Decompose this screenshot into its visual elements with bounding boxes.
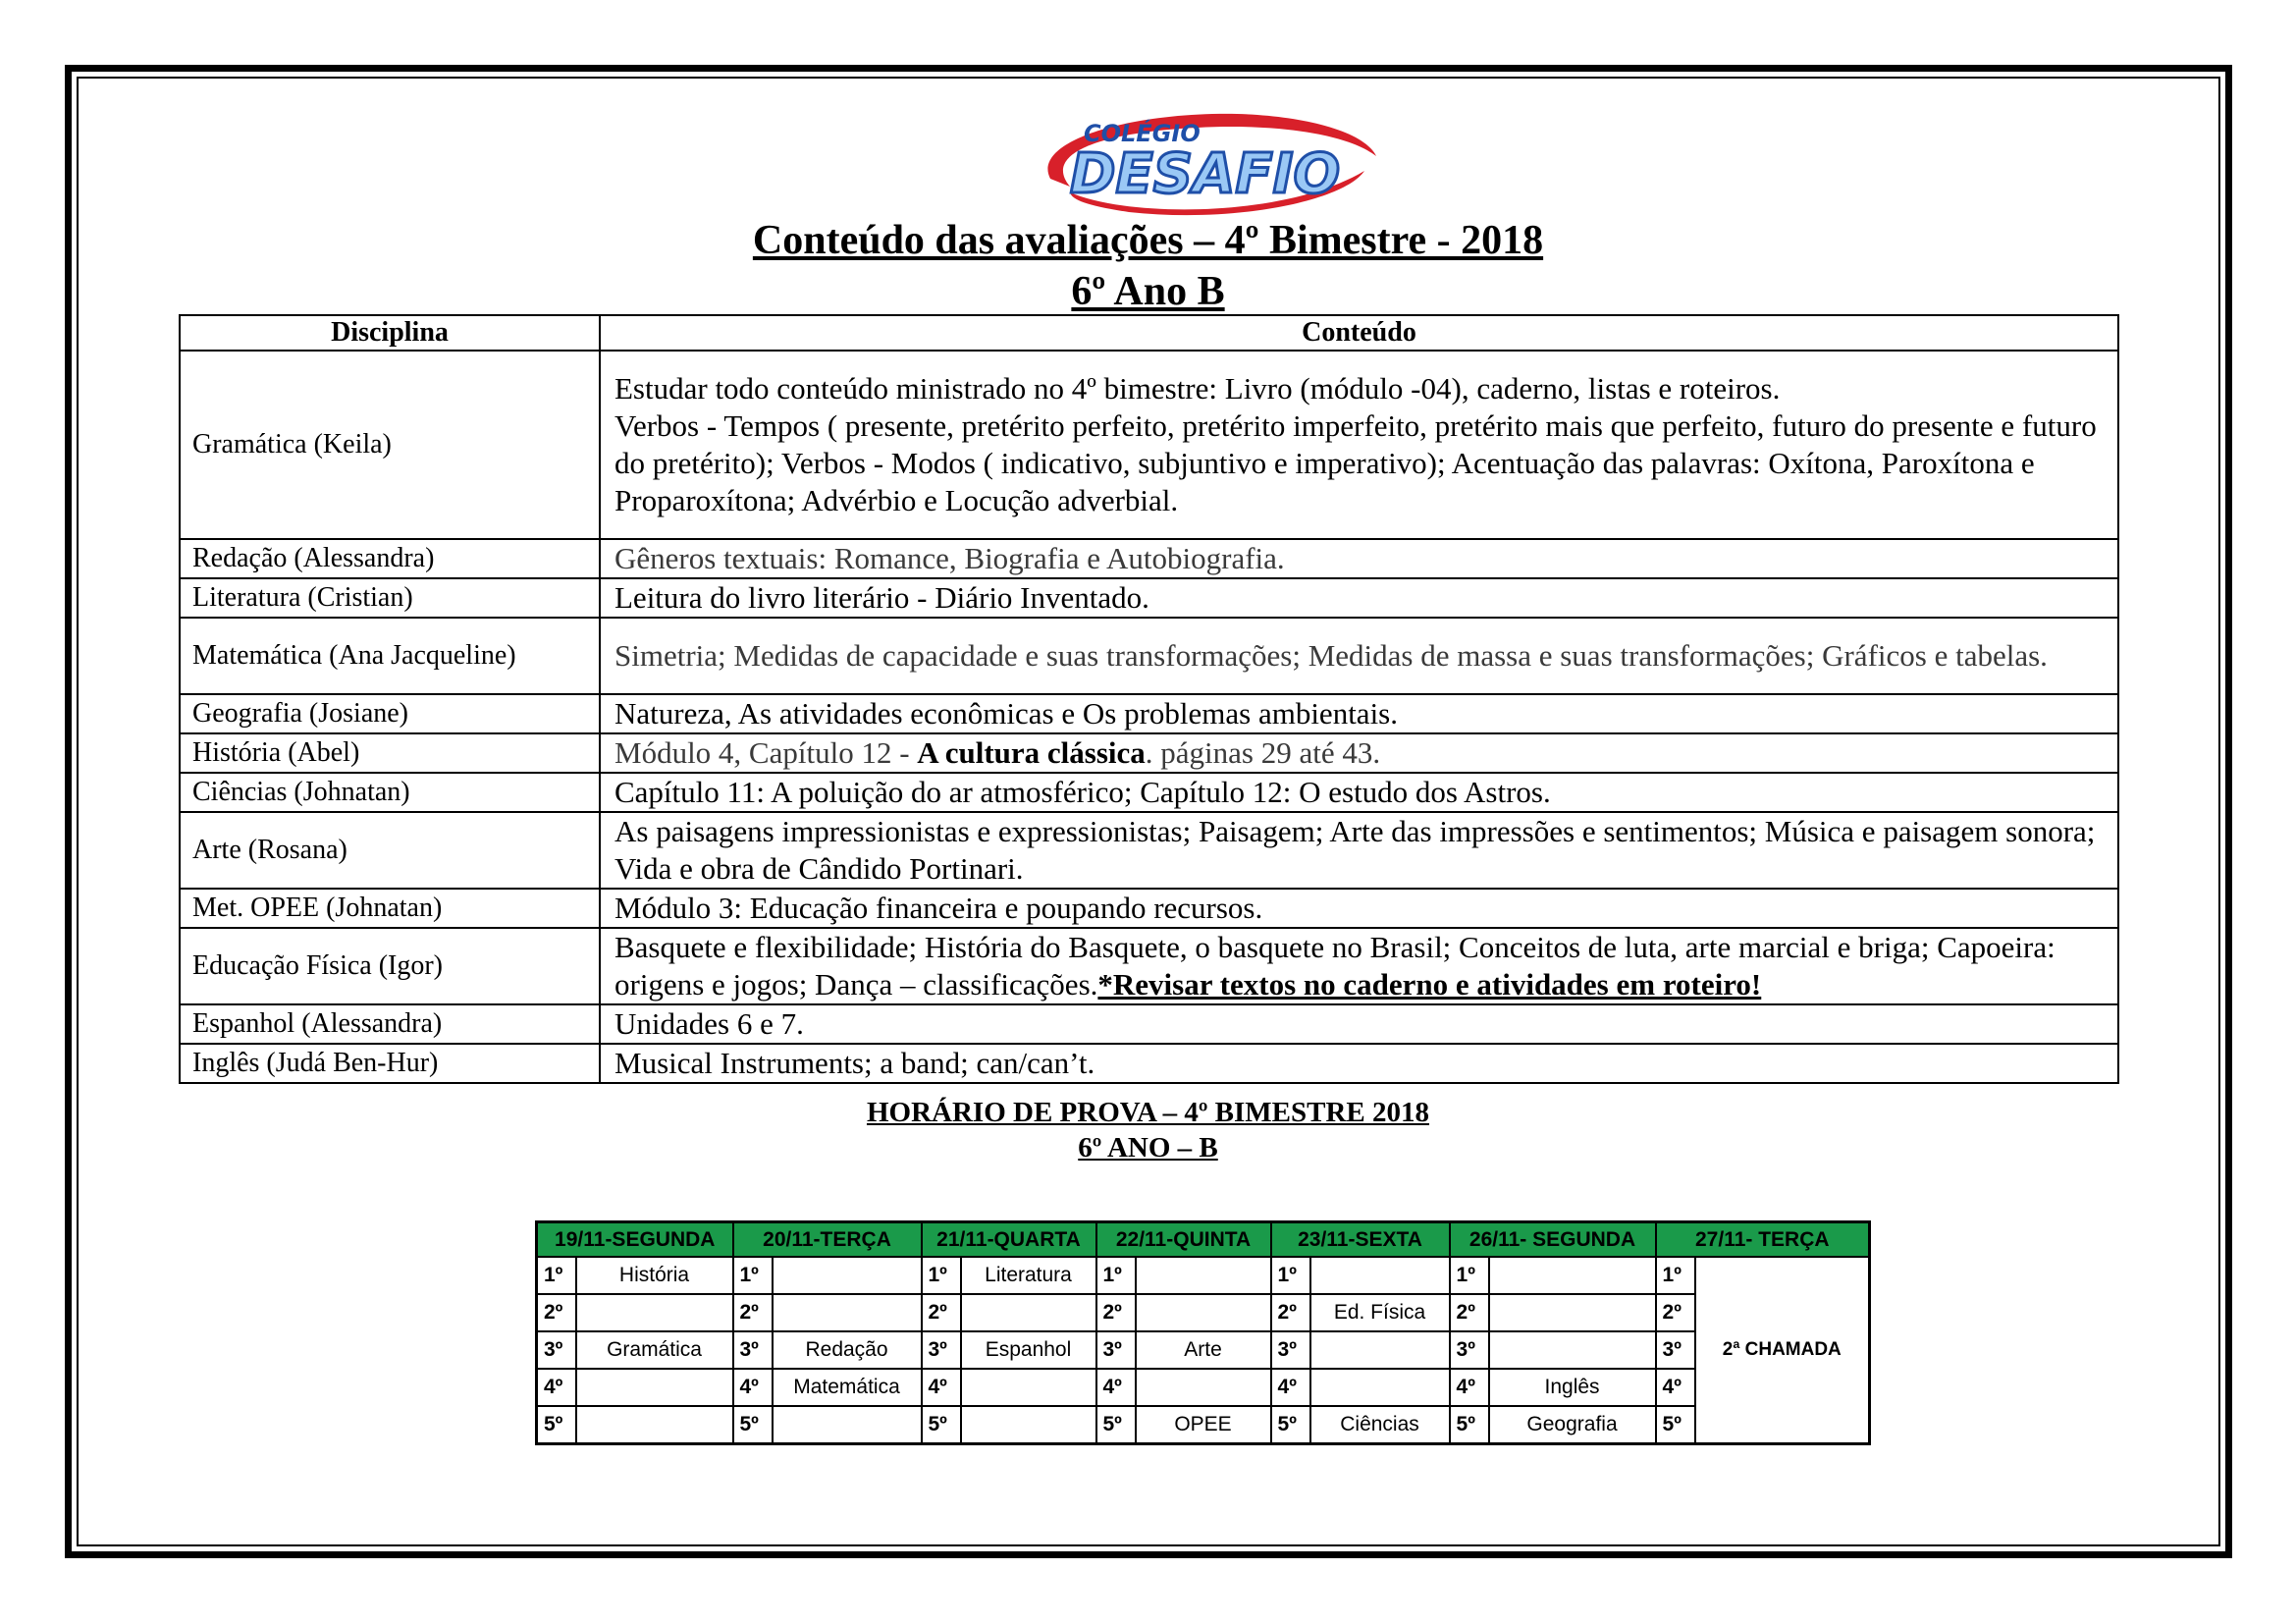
- content-text: . páginas 29 até 43.: [1145, 735, 1381, 770]
- period-number: 5º: [1096, 1406, 1136, 1444]
- period-number: 1º: [1271, 1257, 1310, 1294]
- period-number: 4º: [1271, 1369, 1310, 1406]
- subject-cell: Literatura (Cristian): [180, 578, 600, 618]
- subject-cell: Espanhol (Alessandra): [180, 1004, 600, 1044]
- exam-subject-cell: Inglês: [1489, 1369, 1656, 1406]
- day-header: 21/11-QUARTA: [922, 1222, 1096, 1258]
- period-number: 5º: [1450, 1406, 1489, 1444]
- exam-subject-cell: Gramática: [576, 1331, 733, 1369]
- period-number: 3º: [733, 1331, 773, 1369]
- content-underlined-text: *Revisar textos no caderno e atividades em roteiro!: [1097, 967, 1762, 1001]
- schedule-body: [537, 1222, 1870, 1444]
- content-cell: Gêneros textuais: Romance, Biografia e Autobiografia.: [600, 539, 2118, 578]
- table-row: [180, 351, 2118, 539]
- schedule-subtitle: 6º ANO – B: [1078, 1132, 1218, 1164]
- exam-subject-cell: [1136, 1369, 1271, 1406]
- content-text: Módulo 4, Capítulo 12 -: [614, 735, 918, 770]
- schedule-header-row: [537, 1222, 1870, 1258]
- table-row: [180, 928, 2118, 1004]
- document-title: Conteúdo das avaliações – 4º Bimestre - 2018: [752, 218, 1544, 263]
- period-number: 4º: [1096, 1369, 1136, 1406]
- exam-subject-cell: [1310, 1369, 1450, 1406]
- exam-subject-cell: [1489, 1331, 1656, 1369]
- content-table: [179, 314, 2119, 1084]
- content-cell: Módulo 3: Educação financeira e poupando recursos.: [600, 889, 2118, 928]
- period-number: 1º: [922, 1257, 961, 1294]
- subject-cell: Arte (Rosana): [180, 812, 600, 889]
- day-header: 19/11-SEGUNDA: [537, 1222, 733, 1258]
- exam-subject-cell: Ed. Física: [1310, 1294, 1450, 1331]
- exam-subject-cell: [576, 1369, 733, 1406]
- subject-cell: História (Abel): [180, 733, 600, 773]
- content-text: Basquete e flexibilidade; História do Basquete, o basquete no Brasil; Conceitos de luta, arte marcial e briga; Capoeira: origens e jogos; Dança – classificações.: [614, 930, 2056, 1001]
- period-number: 1º: [733, 1257, 773, 1294]
- exam-schedule-table: [535, 1220, 1871, 1445]
- table-row: [180, 773, 2118, 812]
- schedule-row: [537, 1294, 1870, 1331]
- exam-subject-cell: Arte: [1136, 1331, 1271, 1369]
- period-number: 1º: [1450, 1257, 1489, 1294]
- content-cell: [600, 928, 2118, 1004]
- schedule-row: [537, 1257, 1870, 1294]
- subject-cell: Inglês (Judá Ben-Hur): [180, 1044, 600, 1083]
- exam-subject-cell: Redação: [773, 1331, 922, 1369]
- header-discipline: Disciplina: [180, 315, 600, 351]
- period-number: 2º: [1450, 1294, 1489, 1331]
- exam-subject-cell: [773, 1406, 922, 1444]
- content-bold-text: A cultura clássica: [917, 735, 1146, 770]
- content-cell: Musical Instruments; a band; can/can’t.: [600, 1044, 2118, 1083]
- exam-subject-cell: História: [576, 1257, 733, 1294]
- content-cell: As paisagens impressionistas e expressionistas; Paisagem; Arte das impressões e sentimentos; Música e paisagem sonora; Vida e obra de Cândido Portinari.: [600, 812, 2118, 889]
- exam-subject-cell: OPEE: [1136, 1406, 1271, 1444]
- period-number: 2º: [733, 1294, 773, 1331]
- content-cell: [600, 733, 2118, 773]
- day-header: 22/11-QUINTA: [1096, 1222, 1271, 1258]
- table-row: [180, 889, 2118, 928]
- colegio-desafio-logo: [1011, 102, 1384, 220]
- exam-subject-cell: [961, 1369, 1096, 1406]
- document-subtitle: 6º Ano B: [1071, 269, 1225, 314]
- subject-cell: Ciências (Johnatan): [180, 773, 600, 812]
- period-number: 3º: [1450, 1331, 1489, 1369]
- table-row: [180, 812, 2118, 889]
- svg-text:COLÉGIO: COLÉGIO: [1084, 120, 1201, 147]
- svg-text:DESAFIO: DESAFIO: [1070, 142, 1341, 206]
- period-number: 2º: [1656, 1294, 1695, 1331]
- table-row: [180, 733, 2118, 773]
- day-header: 26/11- SEGUNDA: [1450, 1222, 1656, 1258]
- content-cell: Leitura do livro literário - Diário Inventado.: [600, 578, 2118, 618]
- exam-subject-cell: [961, 1406, 1096, 1444]
- header-content: Conteúdo: [600, 315, 2118, 351]
- period-number: 2º: [1096, 1294, 1136, 1331]
- period-number: 5º: [537, 1406, 576, 1444]
- exam-subject-cell: Geografia: [1489, 1406, 1656, 1444]
- subject-cell: Gramática (Keila): [180, 351, 600, 539]
- second-call-cell: 2ª CHAMADA: [1695, 1257, 1870, 1444]
- exam-subject-cell: [576, 1294, 733, 1331]
- exam-subject-cell: [1310, 1257, 1450, 1294]
- period-number: 3º: [1096, 1331, 1136, 1369]
- period-number: 4º: [733, 1369, 773, 1406]
- schedule-row: [537, 1331, 1870, 1369]
- day-header: 23/11-SEXTA: [1271, 1222, 1450, 1258]
- content-cell: Capítulo 11: A poluição do ar atmosférico; Capítulo 12: O estudo dos Astros.: [600, 773, 2118, 812]
- period-number: 1º: [537, 1257, 576, 1294]
- exam-subject-cell: [1136, 1294, 1271, 1331]
- period-number: 1º: [1656, 1257, 1695, 1294]
- day-header: 20/11-TERÇA: [733, 1222, 922, 1258]
- content-cell: Simetria; Medidas de capacidade e suas transformações; Medidas de massa e suas transformações; Gráficos e tabelas.: [600, 618, 2118, 694]
- content-cell: Estudar todo conteúdo ministrado no 4º bimestre: Livro (módulo -04), caderno, listas e roteiros. Verbos - Tempos ( presente, pretérito perfeito, pretérito imperfeito, pretérito mais que perfeito, futuro do presente e futuro do pretérito); Verbos - Modos ( indicativo, subjuntivo e imperativo); Acentuação das palavras: Oxítona, Paroxítona e Proparoxítona; Advérbio e Locução adverbial.: [600, 351, 2118, 539]
- exam-subject-cell: [1310, 1331, 1450, 1369]
- period-number: 3º: [537, 1331, 576, 1369]
- table-row: [180, 618, 2118, 694]
- exam-subject-cell: [773, 1294, 922, 1331]
- period-number: 5º: [1271, 1406, 1310, 1444]
- table-row: [180, 539, 2118, 578]
- exam-subject-cell: Ciências: [1310, 1406, 1450, 1444]
- period-number: 3º: [1271, 1331, 1310, 1369]
- period-number: 2º: [537, 1294, 576, 1331]
- exam-subject-cell: [773, 1257, 922, 1294]
- exam-subject-cell: Literatura: [961, 1257, 1096, 1294]
- schedule-title: HORÁRIO DE PROVA – 4º BIMESTRE 2018: [866, 1097, 1429, 1128]
- period-number: 5º: [1656, 1406, 1695, 1444]
- content-header-row: [180, 315, 2118, 351]
- schedule-row: [537, 1369, 1870, 1406]
- exam-subject-cell: Matemática: [773, 1369, 922, 1406]
- period-number: 5º: [922, 1406, 961, 1444]
- content-cell: Natureza, As atividades econômicas e Os problemas ambientais.: [600, 694, 2118, 733]
- period-number: 5º: [733, 1406, 773, 1444]
- period-number: 4º: [537, 1369, 576, 1406]
- table-row: [180, 578, 2118, 618]
- subject-cell: Educação Física (Igor): [180, 928, 600, 1004]
- subject-cell: Geografia (Josiane): [180, 694, 600, 733]
- period-number: 2º: [1271, 1294, 1310, 1331]
- exam-subject-cell: Espanhol: [961, 1331, 1096, 1369]
- subject-cell: Met. OPEE (Johnatan): [180, 889, 600, 928]
- table-row: [180, 1044, 2118, 1083]
- period-number: 1º: [1096, 1257, 1136, 1294]
- period-number: 3º: [922, 1331, 961, 1369]
- exam-subject-cell: [961, 1294, 1096, 1331]
- schedule-row: [537, 1406, 1870, 1444]
- subject-cell: Matemática (Ana Jacqueline): [180, 618, 600, 694]
- exam-subject-cell: [1489, 1257, 1656, 1294]
- exam-subject-cell: [1136, 1257, 1271, 1294]
- exam-subject-cell: [576, 1406, 733, 1444]
- period-number: 4º: [1656, 1369, 1695, 1406]
- period-number: 2º: [922, 1294, 961, 1331]
- day-header: 27/11- TERÇA: [1656, 1222, 1870, 1258]
- content-cell: Unidades 6 e 7.: [600, 1004, 2118, 1044]
- exam-subject-cell: [1489, 1294, 1656, 1331]
- period-number: 4º: [1450, 1369, 1489, 1406]
- subject-cell: Redação (Alessandra): [180, 539, 600, 578]
- period-number: 4º: [922, 1369, 961, 1406]
- period-number: 3º: [1656, 1331, 1695, 1369]
- table-row: [180, 1004, 2118, 1044]
- table-row: [180, 694, 2118, 733]
